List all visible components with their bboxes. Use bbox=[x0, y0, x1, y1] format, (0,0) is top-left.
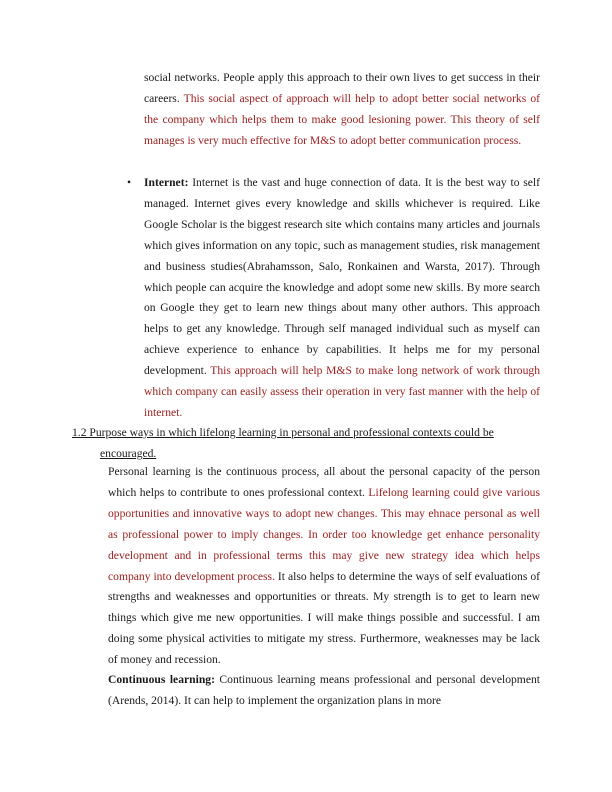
paragraph-continuous-learning bbox=[108, 670, 540, 712]
section-heading bbox=[72, 423, 540, 465]
bullet-label: Internet: bbox=[144, 176, 189, 189]
bullet-highlight: This approach will help M&S to make long network of work through which company can easily assess their operation in very fast manner with the help of internet. bbox=[144, 364, 540, 419]
paragraph-personal-start: Personal learning is the continuous process, all about the personal capacity of the person which helps to contribute to ones professional context. bbox=[108, 465, 540, 499]
section-heading-line1: 1.2 Purpose ways in which lifelong learning in personal and professional contexts could be bbox=[72, 426, 494, 439]
paragraph-personal-learning bbox=[108, 462, 540, 671]
continuous-text: Continuous learning means professional and personal development (Arends, 2014). It can help to implement the organization plans in more bbox=[108, 673, 540, 707]
section-heading-line2: encouraged. bbox=[100, 446, 157, 460]
paragraph-personal-highlight: Lifelong learning could give various opportunities and innovative ways to adopt new changes. This may ehnace personal as well as professional power to imply changes. In order too knowledge get enhance personality development and in professional terms this may give new strategy idea which helps company into development process. bbox=[108, 485, 540, 583]
top-paragraph-highlight: This social aspect of approach will help to adopt better social networks of the company which helps them to make good lesioning power. This theory of self manages is very much effective for M&S to adopt better communication process. bbox=[144, 91, 541, 147]
continuous-label: Continuous learning: bbox=[108, 673, 215, 686]
bullet-icon: • bbox=[127, 176, 132, 189]
top-paragraph bbox=[144, 68, 540, 152]
bullet-text: Internet is the vast and huge connection of data. It is the best way to self managed. Internet gives every knowledge and skills whichever is required. Like Google Scholar is the biggest research site which contains many articles and journals which gives information on any topic, such as management studies, risk management and business studies(Abrahamsson, Salo, Ronkainen and Warsta, 2017). Through which people can acquire the knowledge and adopt some new skills. By more search on Google they get to learn new things about many other authors. This approach helps to get any knowledge. Through self managed individual such as myself can achieve experience to enhance by capabilities. It helps me for my personal development. bbox=[144, 176, 540, 378]
top-paragraph-text: social networks. People apply this approach to their own lives to get success in their careers. bbox=[144, 71, 540, 105]
paragraph-personal-end: It also helps to determine the ways of self evaluations of strengths and weaknesses and opportunities or threats. My strength is to get to learn new things which give me new opportunities. I will make things possible and successful. I am doing some physical activities to mitigate my stress. Furthermore, weaknesses may be lack of money and recession. bbox=[108, 569, 540, 667]
bullet-internet bbox=[144, 173, 540, 424]
